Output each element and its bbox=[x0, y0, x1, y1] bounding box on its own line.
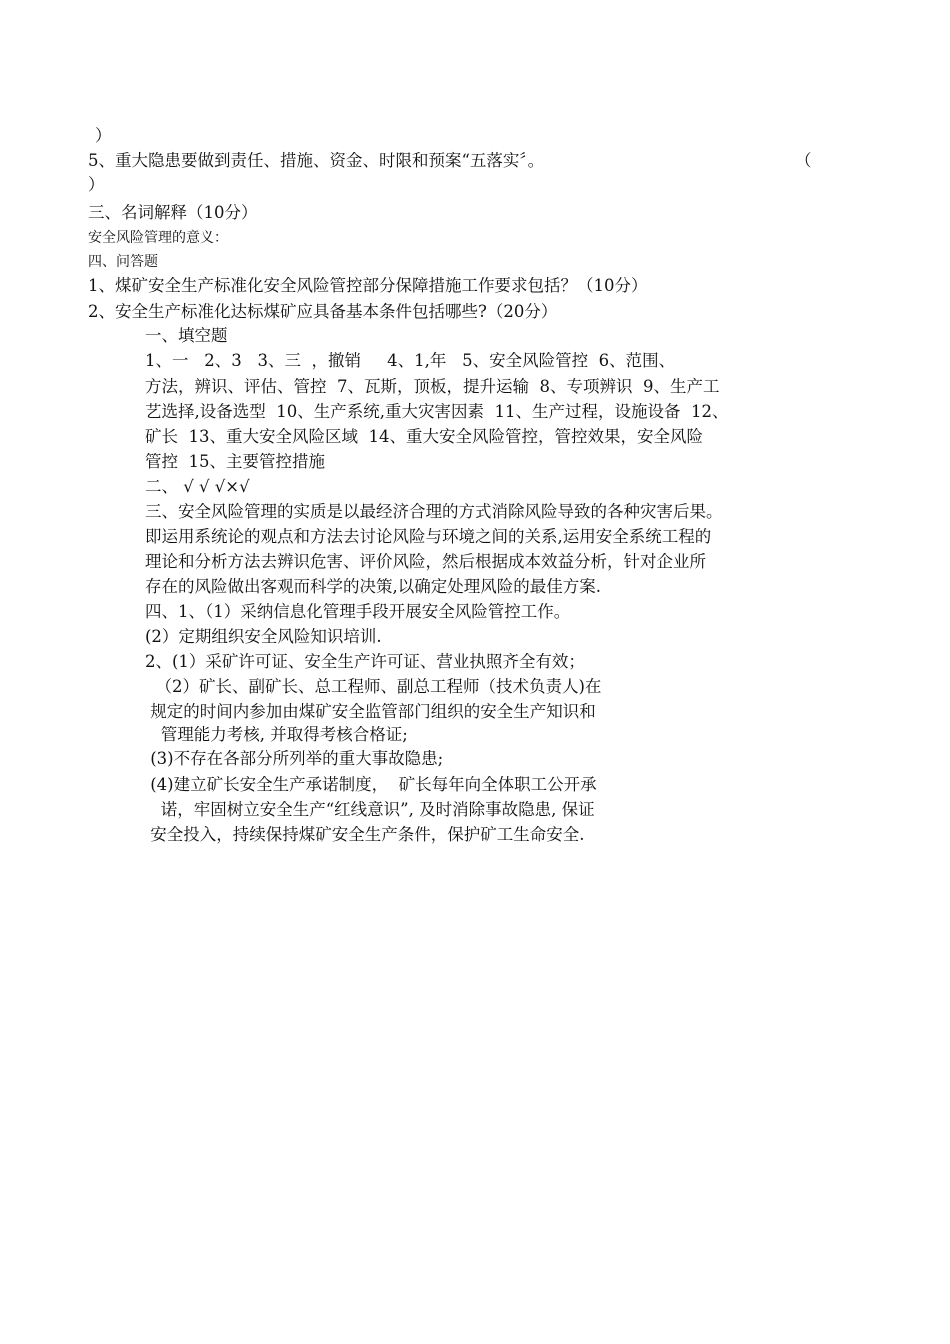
section4-q2: 2、安全生产标准化达标煤矿应具备基本条件包括哪些?（20分） bbox=[88, 302, 558, 321]
judge-answers: 二、 √ √ √×√ bbox=[145, 477, 250, 496]
section4-title: 四、问答题 bbox=[88, 254, 158, 270]
qa-line: 安全投入，持续保持煤矿安全生产条件，保护矿工生命安全. bbox=[145, 825, 585, 844]
fill-line: 艺选择,设备选型 10、生产系统,重大灾害因素 11、生产过程，设施设备 12、 bbox=[145, 402, 729, 421]
q5-text: 5、重大隐患要做到责任、措施、资金、时限和预案“五落实〞。 bbox=[88, 151, 545, 170]
qa-line: 管理能力考核, 并取得考核合格证; bbox=[145, 725, 408, 744]
q5-close-paren: ） bbox=[88, 175, 105, 194]
qa-line: （2）矿长、副矿长、总工程师、副总工程师（技术负责人)在 bbox=[145, 677, 602, 696]
qa-line: 诺，牢固树立安全生产“红线意识”, 及时消除事故隐患, 保证 bbox=[145, 800, 595, 819]
qa-line: 规定的时间内参加由煤矿安全监管部门组织的安全生产知识和 bbox=[145, 702, 596, 721]
q5-open-paren: （ bbox=[795, 151, 812, 170]
qa-line: 四、1、（1）采纳信息化管理手段开展安全风险管控工作。 bbox=[145, 602, 571, 621]
fill-line: 管控 15、主要管控措施 bbox=[145, 452, 325, 471]
section3-item: 安全风险管理的意义： bbox=[88, 230, 228, 246]
fill-title: 一、填空题 bbox=[145, 326, 228, 345]
q4-close-paren: ） bbox=[95, 126, 112, 145]
term-line: 存在的风险做出客观而科学的决策,以确定处理风险的最佳方案. bbox=[145, 577, 601, 596]
fill-line: 方法，辨识、评估、管控 7、瓦斯，顶板，提升运输 8、专项辨识 9、生产工 bbox=[145, 377, 720, 396]
section3-title: 三、名词解释（10分） bbox=[88, 203, 258, 222]
term-line: 即运用系统论的观点和方法去讨论风险与环境之间的关系,运用安全系统工程的 bbox=[145, 527, 712, 546]
fill-line: 矿长 13、重大安全风险区域 14、重大安全风险管控，管控效果，安全风险 bbox=[145, 427, 703, 446]
term-line: 三、安全风险管理的实质是以最经济合理的方式消除风险导致的各种灾害后果。 bbox=[145, 502, 723, 521]
qa-line: (4)建立矿长安全生产承诺制度， 矿长每年向全体职工公开承 bbox=[145, 775, 597, 794]
qa-line: (3)不存在各部分所列举的重大事故隐患; bbox=[145, 749, 444, 768]
qa-line: (2）定期组织安全风险知识培训. bbox=[145, 627, 382, 646]
qa-line: 2、(1）采矿许可证、安全生产许可证、营业执照齐全有效； bbox=[145, 652, 585, 671]
term-line: 理论和分析方法去辨识危害、评价风险，然后根据成本效益分析，针对企业所 bbox=[145, 552, 706, 571]
fill-line: 1、一 2、3 3、三 ，撤销 4、1,年 5、安全风险管控 6、范围、 bbox=[145, 351, 676, 370]
section4-q1: 1、煤矿安全生产标准化安全风险管控部分保障措施工作要求包括？（10分） bbox=[88, 276, 648, 295]
